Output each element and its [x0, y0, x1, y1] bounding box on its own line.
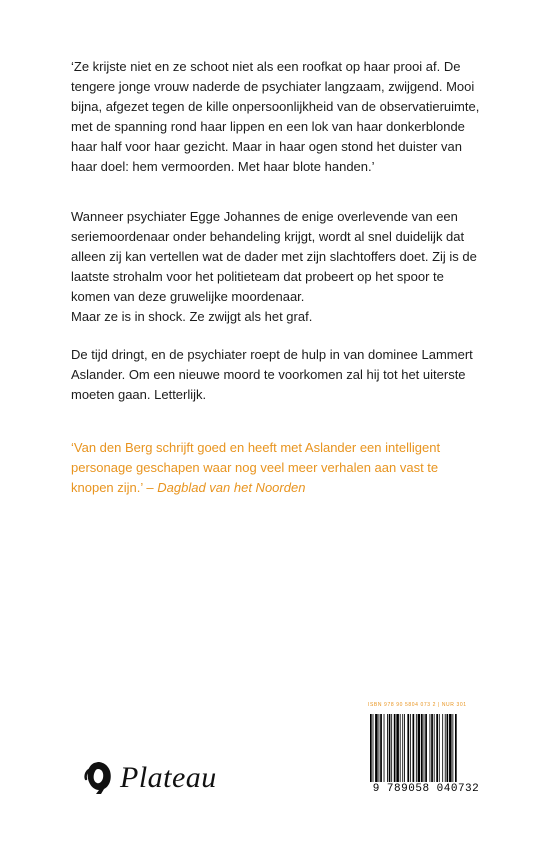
barcode-bar: [394, 714, 396, 784]
barcode-bar: [384, 714, 385, 784]
review-quote-text: ‘Van den Berg schrijft goed en heeft met Aslander een intelligent personage geschapen waar nog veel meer verhalen aan vast te knopen zijn.’: [71, 440, 441, 495]
barcode-bar: [375, 714, 378, 784]
barcode-bar: [413, 714, 415, 784]
barcode-bar: [418, 714, 421, 784]
publisher-name: Plateau: [120, 761, 217, 794]
barcode-bar: [387, 714, 388, 784]
barcode-bar: [445, 714, 446, 784]
barcode-bar: [447, 714, 449, 784]
barcode-bar: [410, 714, 411, 784]
plateau-logo-icon: [84, 760, 114, 796]
isbn-label: ISBN 978 90 5804 073 2 | NUR 301: [368, 702, 467, 708]
barcode-bar: [379, 714, 380, 784]
blurb-summary-line: Wanneer psychiater Egge Johannes de enige overlevende van een seriemoordenaar onder behandeling krijgt, wordt al snel duidelijk dat alleen zij kan vertellen wat de dader met zijn slachtoffers doet. Zij is de laatste strohalm voor het politieteam dat probeert op het spoor te komen van deze gruwelijke moordenaar.: [71, 209, 477, 304]
barcode-bar: [416, 714, 417, 784]
barcode-bar: [442, 714, 443, 784]
barcode-bar: [424, 714, 425, 784]
barcode-bar: [436, 714, 438, 784]
barcode-bar: [370, 714, 372, 784]
barcode-bar: [400, 714, 401, 784]
barcode-bar: [452, 714, 453, 784]
barcode-bar: [380, 714, 382, 784]
barcode-bar: [455, 714, 457, 784]
barcode-bar: [421, 714, 423, 784]
barcode-bar: [431, 714, 433, 784]
barcode-bar: [373, 714, 374, 784]
barcode: [368, 714, 484, 796]
barcode-bar: [430, 714, 431, 784]
blurb-closing: De tijd dringt, en de psychiater roept de hulp in van dominee Lammert Aslander. Om een nieuwe moord te voorkomen zal hij tot het uiterste moeten gaan. Letterlijk.: [71, 347, 473, 402]
barcode-number: 9 789058 040732: [368, 782, 484, 796]
blurb-summary: [71, 207, 481, 327]
barcode-bar: [434, 714, 435, 784]
publisher-logo: [84, 760, 217, 796]
blurb-summary-line: Maar ze is in shock. Ze zwijgt als het graf.: [71, 309, 313, 324]
barcode-bar: [389, 714, 391, 784]
barcode-bar: [439, 714, 440, 784]
blurb-excerpt: ‘Ze krijste niet en ze schoot niet als een roofkat op haar prooi af. De tengere jonge vrouw naderde de psychiater langzaam, zwijgend. Mooi bijna, afgezet tegen de kille onpersoonlijkheid van de observatieruimte, met de spanning rond haar lippen en een lok van haar donkerblonde haar half voor haar gezicht. Maar in haar ogen stond het duister van haar doel: hem vermoorden. Met haar blote handen.’: [71, 59, 480, 174]
review-source: Dagblad van het Noorden: [157, 480, 306, 495]
barcode-bars: [368, 714, 484, 784]
barcode-bar: [407, 714, 409, 784]
barcode-bar: [402, 714, 403, 784]
barcode-bar: [449, 714, 452, 784]
review-dash: –: [142, 480, 158, 495]
barcode-bar: [425, 714, 427, 784]
barcode-bar: [404, 714, 405, 784]
barcode-bar: [391, 714, 392, 784]
review-quote: [71, 438, 481, 498]
barcode-bar: [396, 714, 399, 784]
